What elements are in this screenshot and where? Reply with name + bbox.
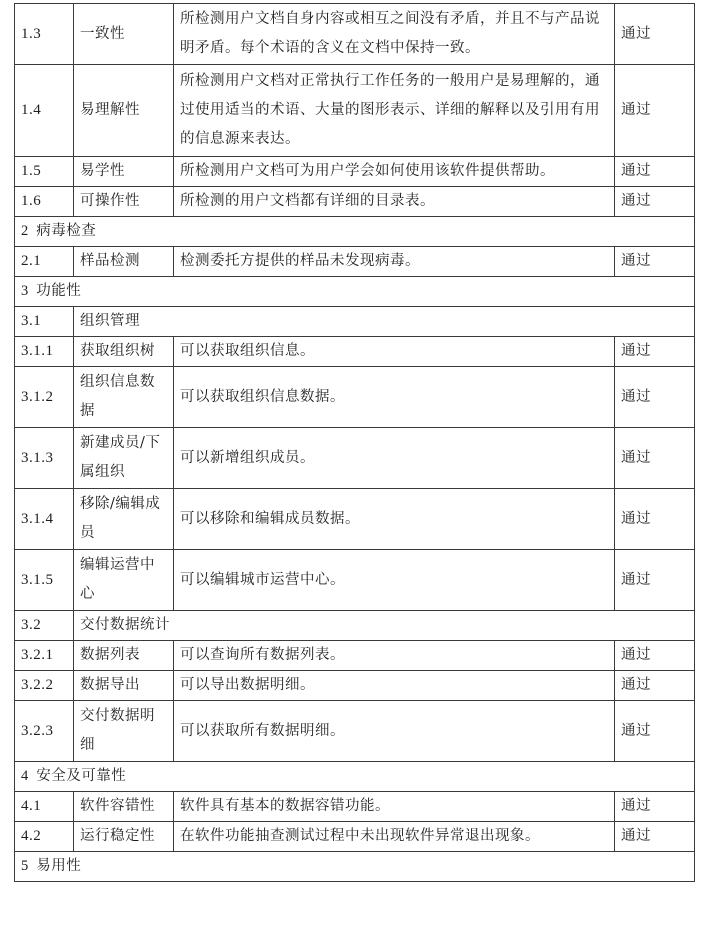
item-name: 易理解性 — [74, 65, 174, 157]
item-number: 3.1.4 — [15, 489, 74, 550]
item-number: 3.2.3 — [15, 701, 74, 762]
item-number: 3.2.2 — [15, 671, 74, 701]
item-result: 通过 — [615, 65, 695, 157]
item-result: 通过 — [615, 4, 695, 65]
group-header-row — [15, 307, 695, 337]
item-description: 可以获取组织信息数据。 — [174, 367, 615, 428]
item-result: 通过 — [615, 671, 695, 701]
table-row — [15, 65, 695, 157]
item-description: 所检测用户文档自身内容或相互之间没有矛盾，并且不与产品说明矛盾。每个术语的含义在文档中保持一致。 — [174, 4, 615, 65]
item-name: 数据导出 — [74, 671, 174, 701]
table-row — [15, 157, 695, 187]
table-row — [15, 187, 695, 217]
item-name: 软件容错性 — [74, 792, 174, 822]
item-name: 运行稳定性 — [74, 822, 174, 852]
item-name: 一致性 — [74, 4, 174, 65]
item-result: 通过 — [615, 428, 695, 489]
item-number: 3.1.5 — [15, 550, 74, 611]
item-number: 3.1.1 — [15, 337, 74, 367]
item-name: 获取组织树 — [74, 337, 174, 367]
item-number: 3.2.1 — [15, 641, 74, 671]
section-title: 安全及可靠性 — [36, 768, 127, 784]
item-description: 所检测的用户文档都有详细的目录表。 — [174, 187, 615, 217]
item-description: 可以编辑城市运营中心。 — [174, 550, 615, 611]
item-number: 4.1 — [15, 792, 74, 822]
table-row — [15, 428, 695, 489]
section-title: 易用性 — [36, 858, 82, 874]
item-result: 通过 — [615, 247, 695, 277]
item-number: 1.3 — [15, 4, 74, 65]
item-description: 在软件功能抽查测试过程中未出现软件异常退出现象。 — [174, 822, 615, 852]
item-name: 编辑运营中心 — [74, 550, 174, 611]
group-title: 交付数据统计 — [74, 611, 695, 641]
section-heading — [15, 217, 695, 247]
section-heading — [15, 852, 695, 882]
section-heading — [15, 277, 695, 307]
item-number: 1.6 — [15, 187, 74, 217]
item-name: 数据列表 — [74, 641, 174, 671]
item-number: 1.5 — [15, 157, 74, 187]
item-description: 可以新增组织成员。 — [174, 428, 615, 489]
section-header-row — [15, 277, 695, 307]
item-description: 检测委托方提供的样品未发现病毒。 — [174, 247, 615, 277]
section-number: 4 — [21, 768, 29, 784]
table-row — [15, 367, 695, 428]
table-row — [15, 489, 695, 550]
item-result: 通过 — [615, 550, 695, 611]
table-row — [15, 701, 695, 762]
group-header-row — [15, 611, 695, 641]
item-name: 易学性 — [74, 157, 174, 187]
item-name: 可操作性 — [74, 187, 174, 217]
table-row — [15, 822, 695, 852]
table-row — [15, 641, 695, 671]
item-result: 通过 — [615, 187, 695, 217]
item-name: 移除/编辑成员 — [74, 489, 174, 550]
item-number: 2.1 — [15, 247, 74, 277]
test-results-table — [14, 3, 695, 882]
item-description: 可以导出数据明细。 — [174, 671, 615, 701]
item-description: 软件具有基本的数据容错功能。 — [174, 792, 615, 822]
section-title: 功能性 — [36, 283, 82, 299]
item-description: 可以查询所有数据列表。 — [174, 641, 615, 671]
section-header-row — [15, 217, 695, 247]
item-description: 可以移除和编辑成员数据。 — [174, 489, 615, 550]
section-header-row — [15, 852, 695, 882]
item-number: 3.1.2 — [15, 367, 74, 428]
item-name: 新建成员/下属组织 — [74, 428, 174, 489]
section-number: 3 — [21, 283, 29, 299]
item-result: 通过 — [615, 641, 695, 671]
item-result: 通过 — [615, 367, 695, 428]
group-title: 组织管理 — [74, 307, 695, 337]
table-row — [15, 550, 695, 611]
section-number: 5 — [21, 858, 29, 874]
item-description: 所检测用户文档对正常执行工作任务的一般用户是易理解的，通过使用适当的术语、大量的图形表示、详细的解释以及引用有用的信息源来表达。 — [174, 65, 615, 157]
group-number: 3.2 — [15, 611, 74, 641]
section-number: 2 — [21, 223, 29, 239]
item-number: 1.4 — [15, 65, 74, 157]
item-result: 通过 — [615, 792, 695, 822]
item-number: 3.1.3 — [15, 428, 74, 489]
item-description: 可以获取所有数据明细。 — [174, 701, 615, 762]
table-row — [15, 337, 695, 367]
item-result: 通过 — [615, 822, 695, 852]
item-name: 组织信息数据 — [74, 367, 174, 428]
item-result: 通过 — [615, 157, 695, 187]
table-row — [15, 792, 695, 822]
table-row — [15, 4, 695, 65]
section-heading — [15, 762, 695, 792]
group-number: 3.1 — [15, 307, 74, 337]
table-row — [15, 247, 695, 277]
item-description: 所检测用户文档可为用户学会如何使用该软件提供帮助。 — [174, 157, 615, 187]
item-name: 交付数据明细 — [74, 701, 174, 762]
table-body — [15, 4, 695, 882]
item-name: 样品检测 — [74, 247, 174, 277]
section-header-row — [15, 762, 695, 792]
item-result: 通过 — [615, 701, 695, 762]
section-title: 病毒检查 — [36, 223, 97, 239]
item-result: 通过 — [615, 489, 695, 550]
item-description: 可以获取组织信息。 — [174, 337, 615, 367]
item-number: 4.2 — [15, 822, 74, 852]
table-row — [15, 671, 695, 701]
item-result: 通过 — [615, 337, 695, 367]
